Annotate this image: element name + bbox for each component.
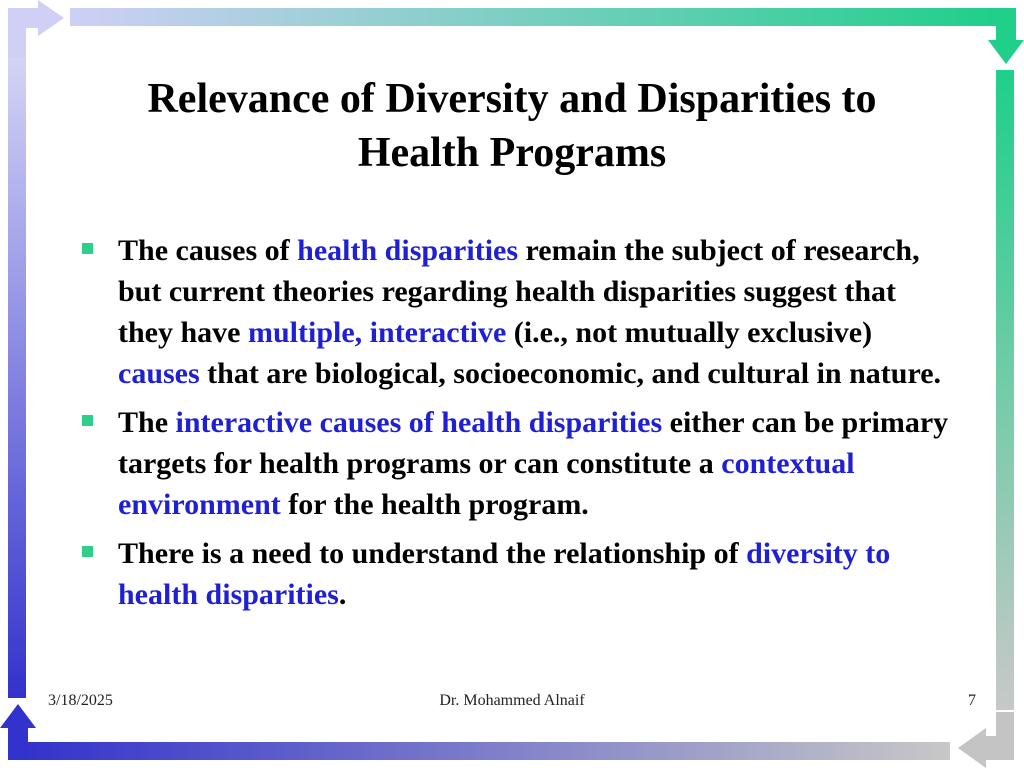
- bullet-text: There is a need to understand the relationship of: [118, 537, 747, 570]
- highlight-text: causes: [118, 357, 200, 390]
- bullet-text: The causes of: [118, 234, 298, 267]
- frame-top-bar: [70, 8, 1000, 26]
- arrow-right-icon: [8, 0, 64, 58]
- slide-title: [60, 72, 964, 180]
- bullet-text: remain the subject of research, but current theories regarding health disparities suggest that they have: [118, 234, 920, 349]
- highlight-text: diversity to health disparities: [118, 537, 891, 611]
- bullet-text: for the health program.: [280, 488, 589, 521]
- bullet-text: either can be primary targets for health programs or can constitute a: [118, 406, 949, 480]
- frame-bottom-bar: [20, 742, 950, 760]
- highlight-text: health disparities: [297, 234, 519, 267]
- square-bullet-icon: [82, 546, 93, 557]
- title-line-2: Health Programs: [357, 130, 667, 176]
- page-number: 7: [968, 692, 976, 709]
- bullet-list: [80, 230, 950, 623]
- highlight-text: contextual environment: [118, 447, 855, 521]
- arrow-left-icon: [958, 712, 1014, 768]
- square-bullet-icon: [82, 415, 93, 426]
- highlight-text: multiple, interactive: [248, 316, 507, 349]
- highlight-text: interactive causes of health disparities: [175, 406, 663, 439]
- bullet-text: (i.e., not mutually exclusive): [506, 316, 873, 349]
- bullet-item-2: [80, 402, 950, 525]
- bullet-item-3: [80, 533, 950, 615]
- bullet-item-1: [80, 230, 950, 394]
- footer-author: Dr. Mohammed Alnaif: [439, 692, 585, 709]
- bullet-text: The: [118, 406, 176, 439]
- bullet-text: that are biological, socioeconomic, and cultural in nature.: [199, 357, 942, 390]
- bullet-text: .: [338, 578, 347, 611]
- frame-right-bar: [996, 70, 1014, 710]
- frame-left-bar: [8, 58, 26, 698]
- square-bullet-icon: [82, 243, 93, 254]
- title-line-1: Relevance of Diversity and Disparities to: [147, 76, 877, 122]
- footer-date: 3/18/2025: [48, 692, 113, 709]
